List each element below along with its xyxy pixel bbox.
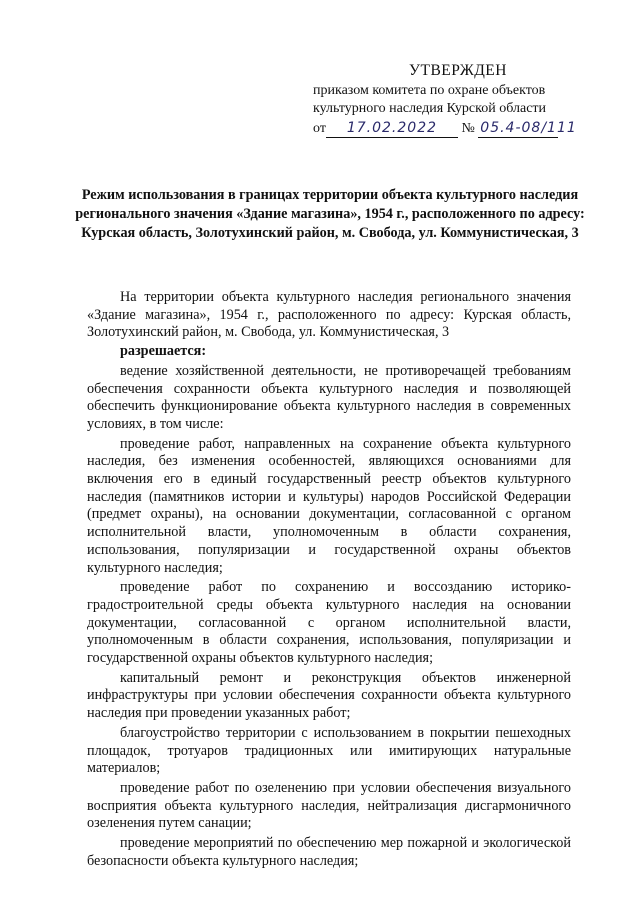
document-body xyxy=(87,289,571,871)
date-prefix: от xyxy=(313,121,326,136)
approval-heading: УТВЕРЖДЕН xyxy=(409,62,507,79)
approval-line-1: приказом комитета по охране объектов xyxy=(313,83,546,98)
order-date-number xyxy=(313,119,593,138)
allowed-label: разрешается: xyxy=(120,343,207,360)
handwritten-date: 17.02.2022 xyxy=(326,119,458,138)
handwritten-number: 05.4-08/111 xyxy=(480,120,577,136)
list-item: проведение работ, направленных на сохранение объекта культурного наследия, без изменения особенностей, являющихся основаниями для включения его в единый государственный реестр объектов культурного наследия (памятников истории и культуры) народов Российской Федерации (предмет охраны), на основании документации, согласованной с органом исполнительной власти, уполномоченным в области сохранения, использования, популяризации и государственной охраны объектов культурного наследия; xyxy=(87,435,571,576)
list-item: благоустройство территории с использованием в покрытии пешеходных площадок, тротуаров традиционных или имитирующих натуральные материалов; xyxy=(87,724,571,777)
list-item: проведение работ по сохранению и воссозданию историко-градостроительной среды объекта культурного наследия на основании документации, согласованной с органом исполнительной власти, уполномоченным в области сохранения, использования, популяризации и государственной охраны объектов культурного наследия; xyxy=(87,579,571,667)
document-title: Режим использования в границах территории объекта культурного наследия регионального значения «Здание магазина», 1954 г., расположенного по адресу: Курская область, Золотухинский район, м. Свобода, ул. Коммунистическая, 3 xyxy=(75,187,585,241)
list-item: капитальный ремонт и реконструкция объектов инженерной инфраструктуры при условии обеспечения сохранности объекта культурного наследия при проведении указанных работ; xyxy=(87,669,571,722)
list-item: проведение мероприятий по обеспечению мер пожарной и экологической безопасности объекта культурного наследия; xyxy=(87,835,571,869)
approval-block xyxy=(313,62,593,138)
approval-line-2: культурного наследия Курской области xyxy=(313,101,547,116)
list-item: ведение хозяйственной деятельности, не противоречащей требованиям обеспечения сохранности объекта культурного наследия и позволяющей обеспечить функционирование объекта культурного наследия в современных условиях, в том числе: xyxy=(87,362,571,432)
number-prefix: № xyxy=(461,121,475,136)
list-item: проведение работ по озеленению при условии обеспечения визуального восприятия объекта культурного наследия, нейтрализация дисгармоничного озеленения путем санации; xyxy=(87,779,571,832)
intro-paragraph: На территории объекта культурного наследия регионального значения «Здание магазина», 1954 г., расположенного по адресу: Курская область, Золотухинский район, м. Свобода, ул. Коммунистическая, 3 xyxy=(87,289,571,341)
